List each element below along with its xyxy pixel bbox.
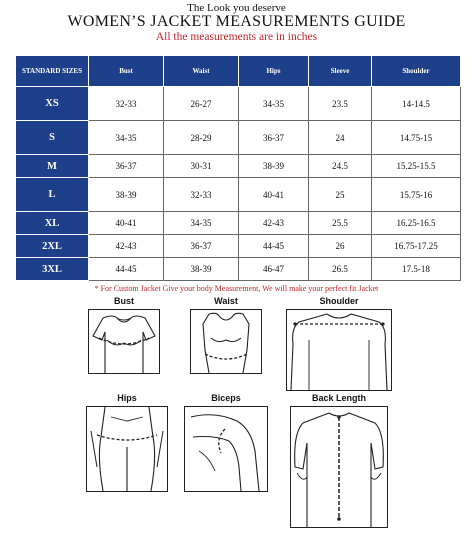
sleeve-cell: 25.5 (309, 212, 372, 235)
bust-cell: 36-37 (89, 155, 164, 178)
hips-measure-figure (86, 393, 168, 493)
shoulder-cell: 17.5-18 (372, 258, 461, 281)
shoulder-label: Shoulder (319, 296, 359, 306)
biceps-illustration (184, 406, 268, 492)
sleeve-cell: 26 (309, 235, 372, 258)
table-row (16, 121, 461, 155)
size-cell: S (16, 121, 89, 155)
header-hips: Hips (239, 56, 309, 87)
page-subtitle: All the measurements are in inches (155, 31, 318, 43)
shoulder-cell: 15.75-16 (372, 178, 461, 212)
header-shoulder: Shoulder (372, 56, 461, 87)
size-cell: 2XL (16, 235, 89, 258)
biceps-label: Biceps (211, 393, 241, 403)
size-cell: XS (16, 87, 89, 121)
tagline: The Look you deserve (187, 2, 286, 14)
bust-cell: 32-33 (89, 87, 164, 121)
waist-cell: 34-35 (164, 212, 239, 235)
size-chart-table (15, 55, 461, 281)
shoulder-illustration (286, 309, 392, 391)
back-length-measure-figure (290, 393, 388, 529)
bust-label: Bust (114, 296, 134, 306)
waist-cell: 26-27 (164, 87, 239, 121)
hips-cell: 40-41 (239, 178, 309, 212)
header-sleeve: Sleeve (309, 56, 372, 87)
bust-cell: 38-39 (89, 178, 164, 212)
bust-cell: 34-35 (89, 121, 164, 155)
table-row (16, 235, 461, 258)
waist-label: Waist (214, 296, 238, 306)
page-title: WOMEN’S JACKET MEASUREMENTS GUIDE (67, 13, 406, 30)
shoulder-cell: 14-14.5 (372, 87, 461, 121)
sleeve-cell: 23.5 (309, 87, 372, 121)
custom-fit-note: * For Custom Jacket Give your body Measurement, We will make your perfect fit Jacket (94, 284, 379, 293)
shoulder-cell: 15.25-15.5 (372, 155, 461, 178)
hips-cell: 34-35 (239, 87, 309, 121)
header-waist: Waist (164, 56, 239, 87)
biceps-measure-figure (184, 393, 268, 493)
sleeve-cell: 25 (309, 178, 372, 212)
sleeve-cell: 24.5 (309, 155, 372, 178)
hips-cell: 42-43 (239, 212, 309, 235)
size-cell: M (16, 155, 89, 178)
waist-cell: 32-33 (164, 178, 239, 212)
bust-measure-figure (88, 296, 160, 374)
shoulder-cell: 16.25-16.5 (372, 212, 461, 235)
waist-cell: 30-31 (164, 155, 239, 178)
hips-cell: 36-37 (239, 121, 309, 155)
bust-cell: 44-45 (89, 258, 164, 281)
hips-illustration (86, 406, 168, 492)
waist-cell: 28-29 (164, 121, 239, 155)
hips-cell: 38-39 (239, 155, 309, 178)
sleeve-cell: 24 (309, 121, 372, 155)
back-length-illustration (290, 406, 388, 528)
table-row (16, 212, 461, 235)
hips-cell: 46-47 (239, 258, 309, 281)
back-length-label: Back Length (311, 393, 366, 403)
waist-cell: 38-39 (164, 258, 239, 281)
shoulder-measure-figure (286, 296, 392, 392)
size-cell: L (16, 178, 89, 212)
waist-cell: 36-37 (164, 235, 239, 258)
bust-illustration (88, 309, 160, 374)
size-cell: XL (16, 212, 89, 235)
header-standard-sizes: STANDARD SIZES (16, 56, 89, 87)
header-bust: Bust (89, 56, 164, 87)
shoulder-cell: 16.75-17.25 (372, 235, 461, 258)
sleeve-cell: 26.5 (309, 258, 372, 281)
bust-cell: 40-41 (89, 212, 164, 235)
table-row (16, 178, 461, 212)
waist-illustration (190, 309, 262, 374)
hips-label: Hips (117, 393, 137, 403)
hips-cell: 44-45 (239, 235, 309, 258)
table-row (16, 258, 461, 281)
table-row (16, 87, 461, 121)
table-header-row (16, 56, 461, 87)
shoulder-cell: 14.75-15 (372, 121, 461, 155)
bust-cell: 42-43 (89, 235, 164, 258)
table-row (16, 155, 461, 178)
size-cell: 3XL (16, 258, 89, 281)
waist-measure-figure (190, 296, 262, 374)
